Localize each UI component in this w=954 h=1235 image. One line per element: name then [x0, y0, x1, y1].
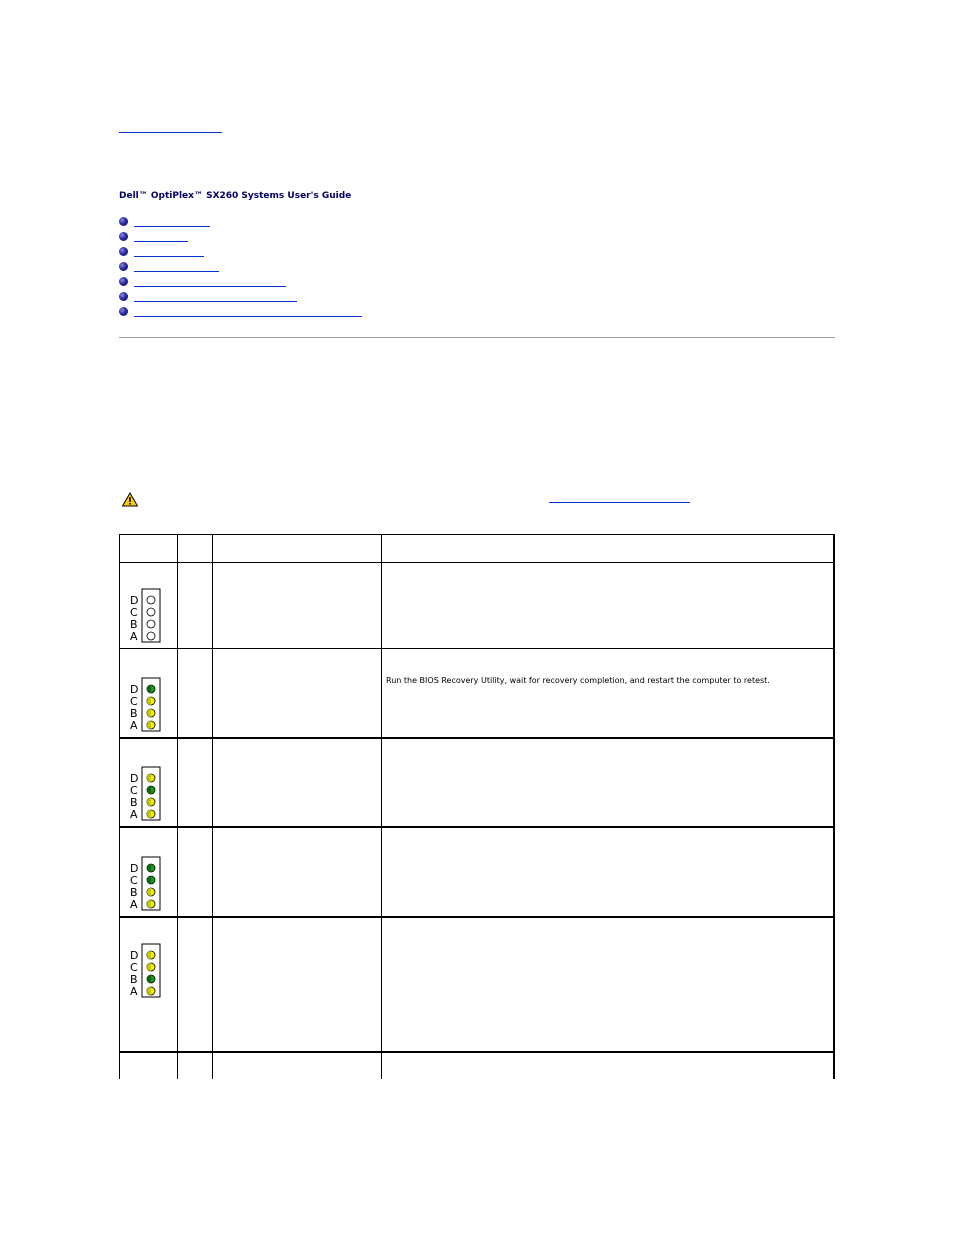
led-pattern-row-3 — [130, 766, 162, 822]
svg-text:D: D — [130, 949, 139, 962]
led-pattern-row-2 — [130, 677, 162, 733]
svg-text:A: A — [130, 985, 138, 998]
diagnostic-lights-table — [119, 534, 835, 1079]
bullet-icon — [119, 292, 128, 301]
led-pattern-row-4 — [130, 856, 162, 912]
svg-text:A: A — [130, 898, 138, 911]
led-dot-off — [147, 596, 155, 604]
bullet-icon — [119, 262, 128, 271]
led-pattern-row-1 — [130, 588, 162, 644]
bullet-icon — [119, 217, 128, 226]
svg-text:C: C — [130, 695, 138, 708]
svg-text:D: D — [130, 862, 139, 875]
bullet-icon — [119, 307, 128, 316]
svg-text:C: C — [130, 784, 138, 797]
section-divider — [119, 337, 835, 338]
svg-text:B: B — [130, 707, 138, 720]
svg-text:C: C — [130, 961, 138, 974]
svg-text:A: A — [130, 808, 138, 821]
toc-link[interactable] — [134, 241, 188, 242]
toc-link[interactable] — [134, 271, 219, 272]
caution-link[interactable] — [549, 502, 690, 503]
svg-text:B: B — [130, 796, 138, 809]
led-letter: A — [130, 630, 138, 643]
bullet-icon — [119, 232, 128, 241]
led-dot-off — [147, 608, 155, 616]
led-dot-off — [147, 620, 155, 628]
svg-text:B: B — [130, 973, 138, 986]
toc-link[interactable] — [134, 256, 204, 257]
table-header-divider — [120, 562, 833, 563]
led-letter: C — [130, 606, 138, 619]
guide-title: Dell™ OptiPlex™ SX260 Systems User's Guide — [119, 191, 352, 201]
led-letter: D — [130, 594, 139, 607]
led-dot-off — [147, 632, 155, 640]
svg-text:B: B — [130, 886, 138, 899]
led-pattern-row-5 — [130, 943, 162, 999]
svg-text:D: D — [130, 772, 139, 785]
top-link[interactable] — [119, 119, 222, 133]
bullet-icon — [119, 247, 128, 256]
toc-link[interactable] — [134, 316, 362, 317]
svg-text:D: D — [130, 683, 139, 696]
svg-text:C: C — [130, 874, 138, 887]
bullet-icon — [119, 277, 128, 286]
caution-icon — [122, 492, 138, 507]
svg-text:A: A — [130, 719, 138, 732]
led-letter: B — [130, 618, 138, 631]
toc-link[interactable] — [134, 226, 210, 227]
action-text-bios-recovery: Run the BIOS Recovery Utility, wait for recovery completion, and restart the computer to retest. — [386, 676, 770, 685]
toc-link[interactable] — [134, 286, 286, 287]
toc-link[interactable] — [134, 301, 297, 302]
